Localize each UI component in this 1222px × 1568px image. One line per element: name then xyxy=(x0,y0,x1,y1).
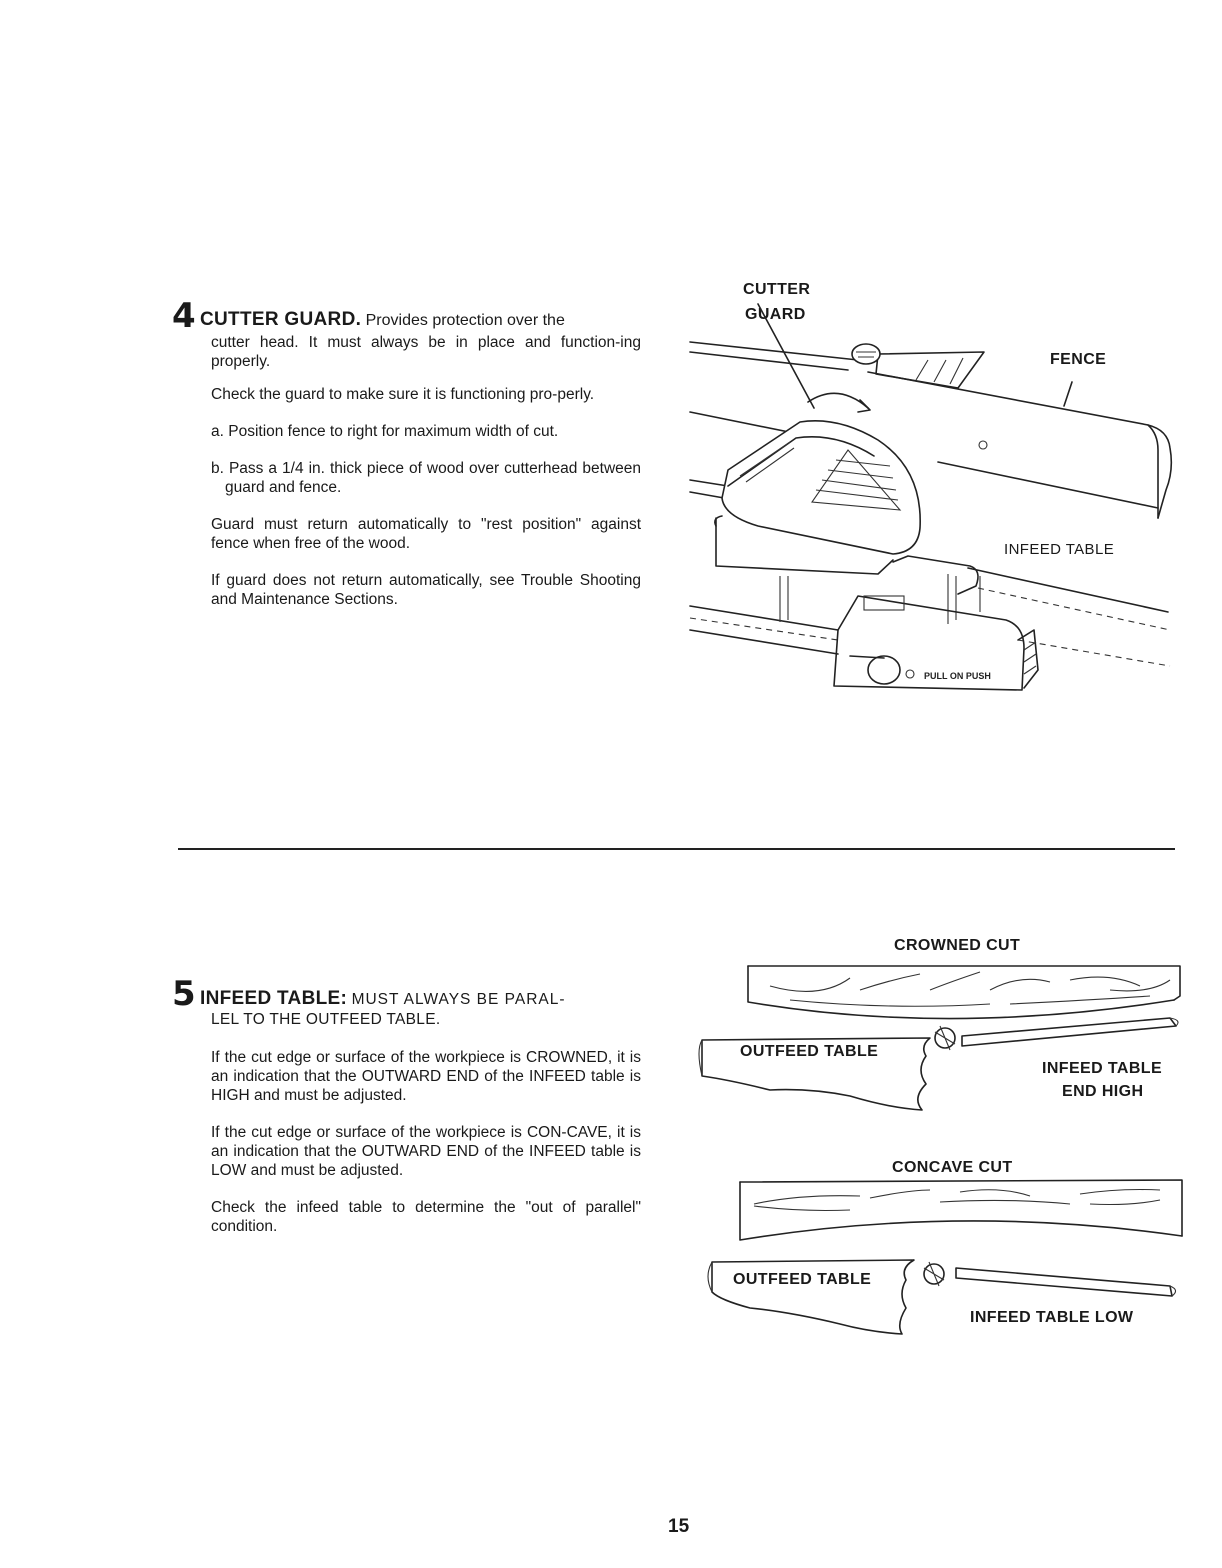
section-5-heading xyxy=(200,988,650,1010)
section-4-step-a: a. Position fence to right for maximum width of cut. xyxy=(211,423,559,440)
section-4-lead: Provides protection over the xyxy=(365,312,565,329)
right-lock-knurl xyxy=(1024,642,1036,674)
outfeed-table-2 xyxy=(712,1260,914,1334)
label-cutter: CUTTER xyxy=(743,281,811,298)
section-5-para-3: Check the infeed table to determine the "out of parallel" condition. xyxy=(211,1199,641,1235)
base-rail-3 xyxy=(690,630,838,654)
page-number: 15 xyxy=(668,1516,690,1537)
adjustment-screw xyxy=(906,670,914,678)
infeed-table-right-end xyxy=(893,556,978,594)
infeed-legs xyxy=(780,576,788,622)
crowned-cut-illustration xyxy=(690,960,1190,1120)
label-concave-cut: CONCAVE CUT xyxy=(892,1159,1013,1176)
section-5-body xyxy=(211,1048,641,1254)
section-5-lead-cont: LEL TO THE OUTFEED TABLE. xyxy=(211,1011,441,1028)
fence-top-back-edge-2 xyxy=(690,352,848,370)
infeed-table-low xyxy=(956,1268,1172,1296)
fence-leader xyxy=(1064,382,1072,406)
section-4-lead-cont: cutter head. It must always be in place and function-ing properly. xyxy=(211,334,641,370)
concave-wood-grain xyxy=(754,1190,1160,1205)
label-fence: FENCE xyxy=(1050,351,1107,368)
section-5-title: INFEED TABLE: xyxy=(200,988,348,1009)
label-infeed-table: INFEED TABLE xyxy=(1004,541,1115,558)
section-5-para-2: If the cut edge or surface of the workpiece is CON-CAVE, it is an indication that the OUTWARD END of the INFEED table is LOW and must be adjusted. xyxy=(211,1124,641,1179)
cutter-head-2-knives xyxy=(924,1262,944,1286)
section-4-check: Check the guard to make sure it is functioning pro-perly. xyxy=(211,386,595,403)
table-edge-left-2 xyxy=(690,492,724,498)
fence-knob xyxy=(852,344,880,364)
guard-swing-arc xyxy=(808,393,868,408)
infeed-table-edge-dashed xyxy=(978,588,1170,630)
knob-push-pull-text: PULL ON PUSH xyxy=(924,671,991,681)
fence-screw xyxy=(979,441,987,449)
infeed-table-edge xyxy=(968,568,1168,612)
section-5-number: 5 xyxy=(172,974,196,1014)
fence-top-back-edge xyxy=(690,342,858,360)
adjustment-knob xyxy=(868,656,900,684)
crowned-wood-grain-2 xyxy=(790,996,1150,1006)
section-4-body xyxy=(211,333,641,627)
section-5-lead: MUST ALWAYS BE PARAL- xyxy=(351,991,566,1008)
cutter-guard-illustration xyxy=(688,330,1178,710)
section-4-title: CUTTER GUARD. xyxy=(200,309,362,330)
crowned-wood-grain xyxy=(770,972,1170,991)
section-4-trouble-note: If guard does not return automatically, see Trouble Shooting and Maintenance Sections. xyxy=(211,572,641,608)
label-crowned-cut: CROWNED CUT xyxy=(894,937,1021,954)
section-5-para-1: If the cut edge or surface of the workpiece is CROWNED, it is an indication that the OUTWARD END of the INFEED table is HIGH and must be adjusted. xyxy=(211,1049,641,1104)
fence-bracket xyxy=(876,352,984,388)
crowned-workpiece-curve xyxy=(748,966,1174,1019)
base-rail-2 xyxy=(690,618,838,640)
cutter-head-1-knives xyxy=(935,1026,955,1050)
fence-end-face xyxy=(1148,425,1158,518)
label-infeed-table-high-1: INFEED TABLE xyxy=(1042,1060,1163,1077)
crowned-workpiece-top xyxy=(748,966,1180,1000)
concave-wood-grain-2 xyxy=(754,1200,1070,1210)
concave-cut-illustration xyxy=(690,1176,1190,1346)
label-guard: GUARD xyxy=(745,306,806,323)
fence-bottom-edge xyxy=(938,462,1158,508)
label-outfeed-table-2: OUTFEED TABLE xyxy=(733,1271,872,1288)
fence-bracket-slots xyxy=(916,358,963,384)
section-4-step-b: b. Pass a 1/4 in. thick piece of wood over cutterhead between guard and fence. xyxy=(211,460,641,496)
section-4-heading xyxy=(200,309,650,331)
infeed-supports xyxy=(948,574,980,624)
outfeed-table-1 xyxy=(702,1038,930,1110)
label-infeed-table-low: INFEED TABLE LOW xyxy=(970,1309,1134,1326)
base-rail-1 xyxy=(690,606,838,630)
table-edge-left xyxy=(690,480,728,486)
infeed-table-high xyxy=(962,1018,1176,1046)
section-4-number: 4 xyxy=(172,296,196,336)
cutter-guard-body xyxy=(722,421,920,554)
section-4-return-note: Guard must return automatically to "rest position" against fence when free of the wood. xyxy=(211,516,641,552)
label-infeed-table-high-2: END HIGH xyxy=(1062,1083,1144,1100)
label-outfeed-table-1: OUTFEED TABLE xyxy=(740,1043,879,1060)
base-rail-right xyxy=(1018,640,1170,666)
section-divider xyxy=(178,848,1175,850)
